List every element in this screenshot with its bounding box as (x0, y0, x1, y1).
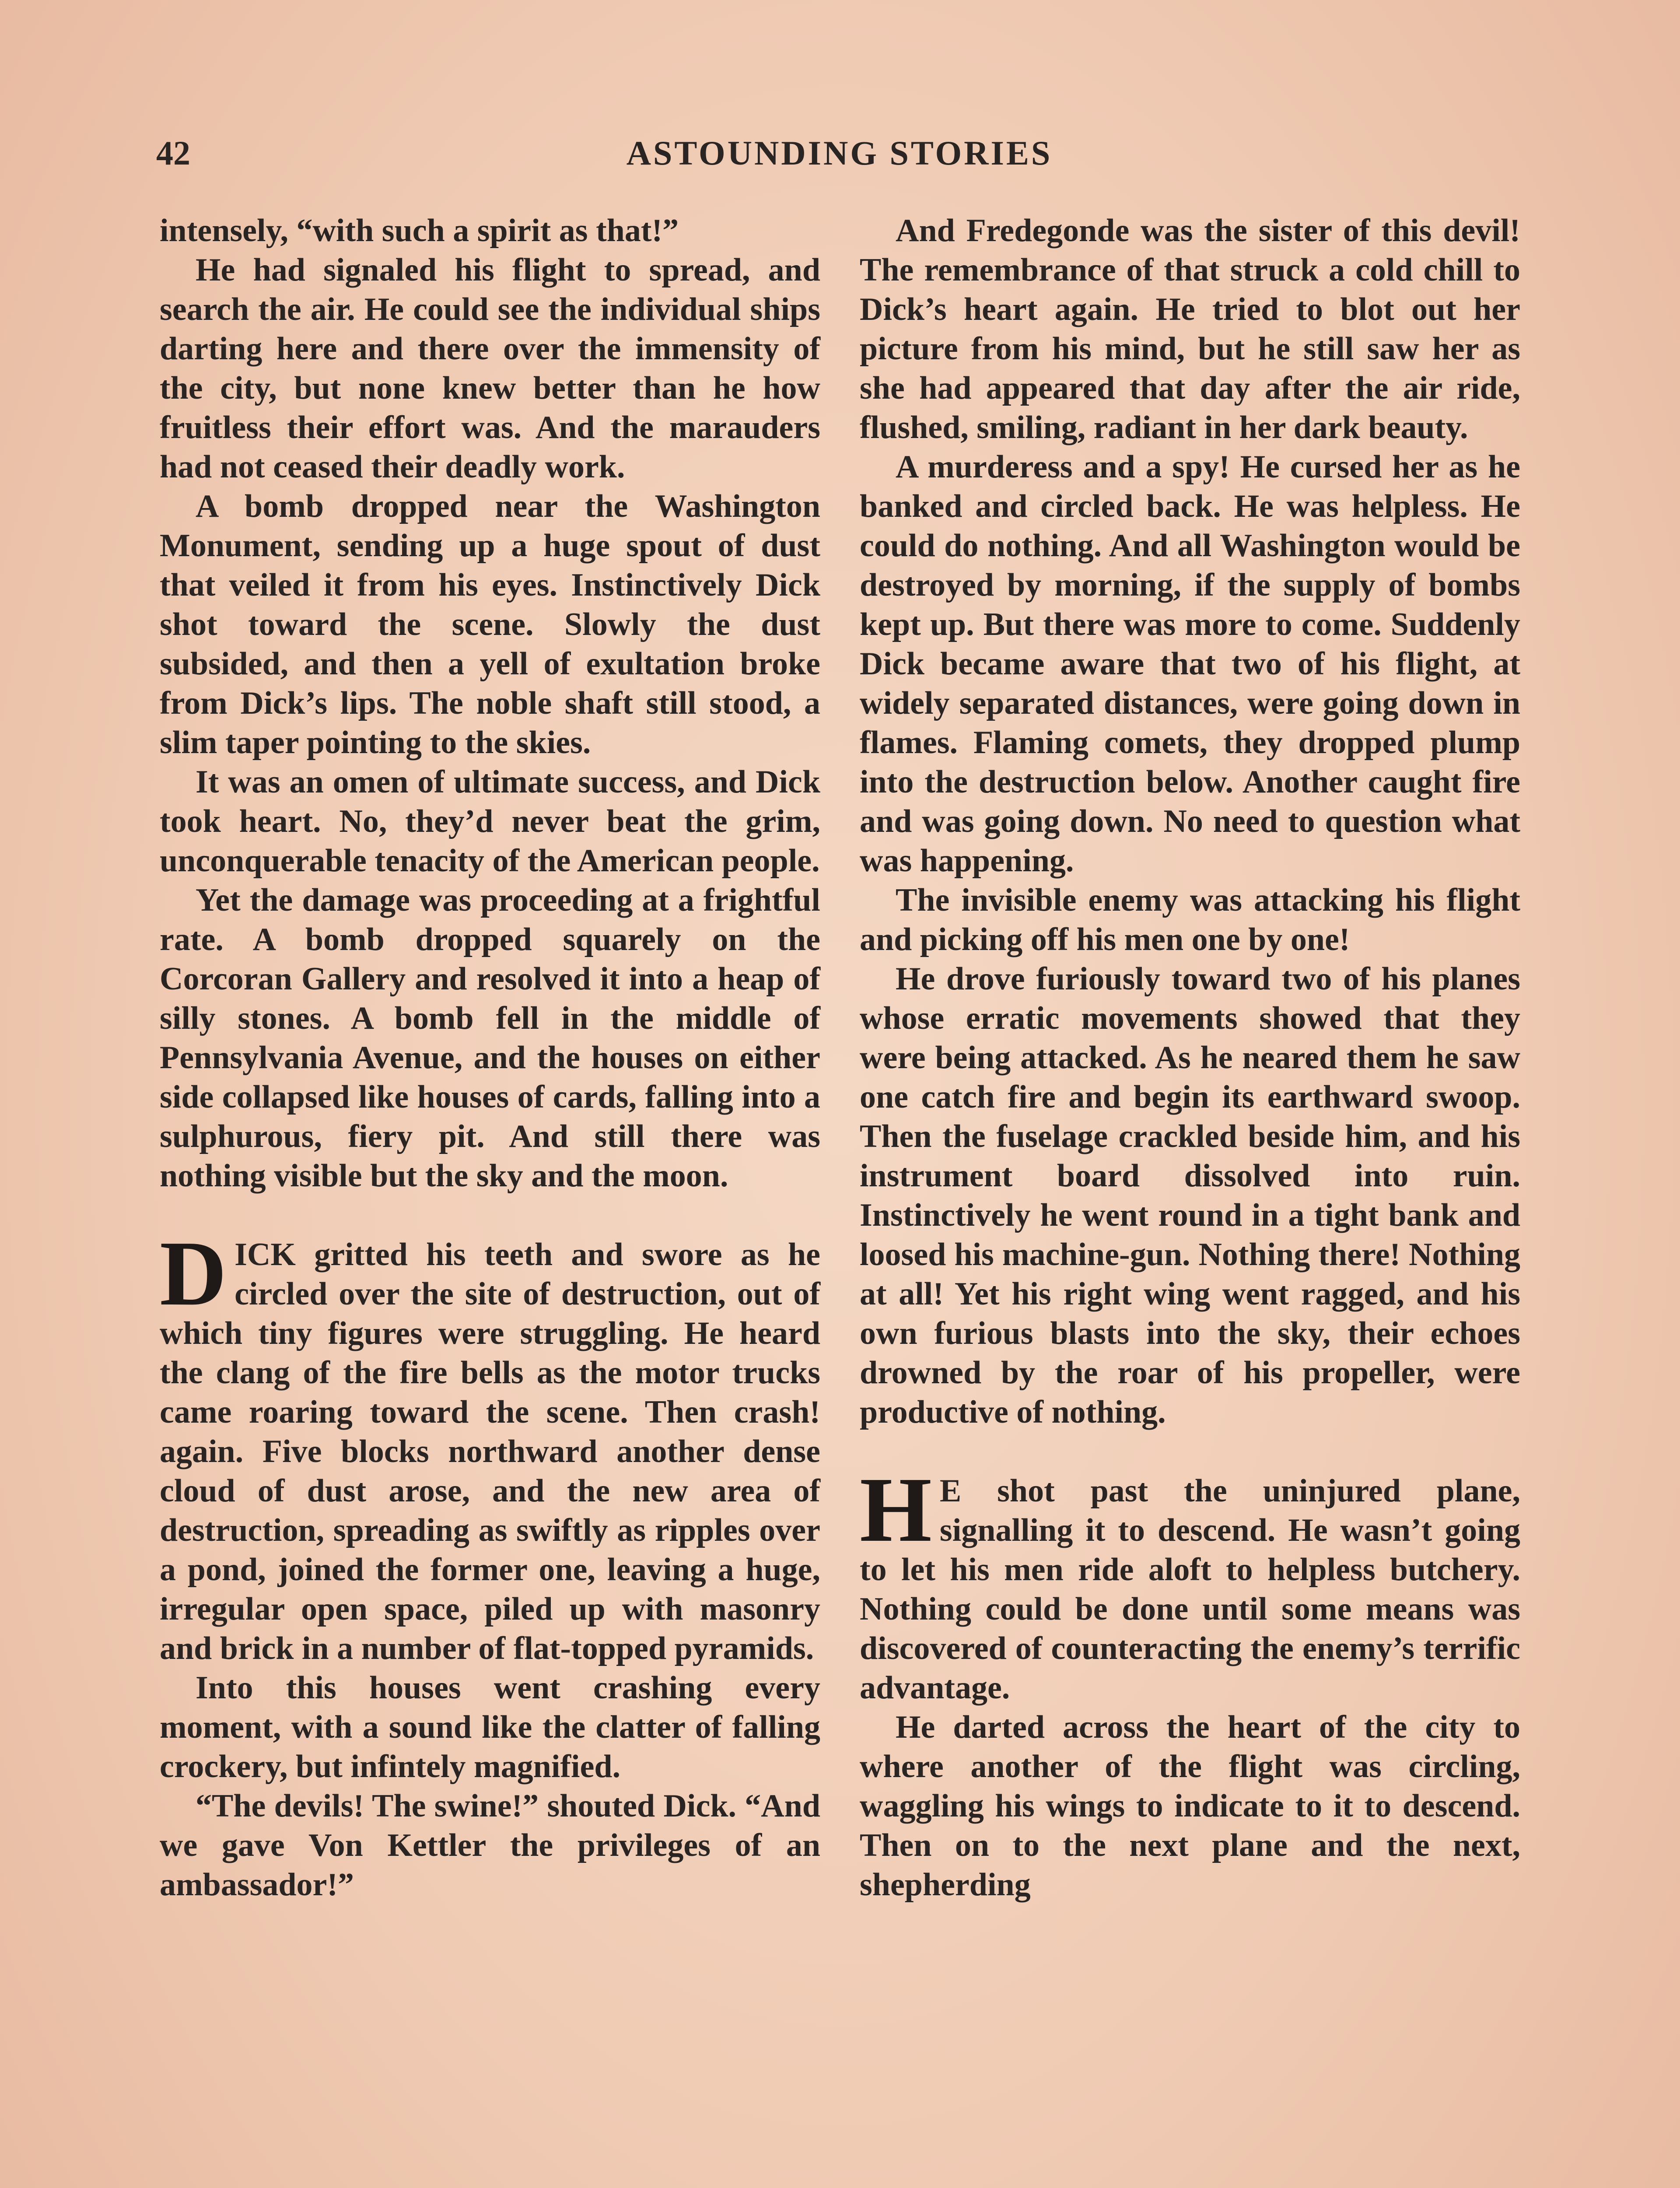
paragraph-text: ICK gritted his teeth and swore as he circled over the site of destruction, out of which tiny figures were struggling. He heard the clang of the fire bells as the motor trucks came roaring toward the scene. Then crash! again. Five blocks northward another dense cloud of dust arose, and the new area of destruction, spreading as swiftly as ripples over a pond, joined the former one, leaving a huge, irregular open space, piled up with masonry and brick in a number of flat-topped pyramids. (160, 1237, 820, 1666)
paragraph: The invisible enemy was attacking his flight and picking off his men one by one! (860, 882, 1520, 957)
paragraph: It was an omen of ultimate success, and Dick took heart. No, they’d never beat the grim, unconquerable tenacity of the American people. (160, 764, 820, 879)
drop-cap: D (160, 1222, 227, 1325)
paragraph: He had signaled his flight to spread, and search the air. He could see the individual ships darting here and there over the immensity of the city, but none knew better than he how fruitless their effort was. And the marauders had not ceased their deadly work. (160, 252, 820, 485)
paragraph: He darted across the heart of the city to where another of the flight was circling, waggling his wings to indicate to it to descend. Then on to the next plane and the next, shepherding (860, 1709, 1520, 1903)
paragraph: Yet the damage was proceeding at a frightful rate. A bomb dropped squarely on the Corcoran Gallery and resolved it into a heap of silly stones. A bomb fell in the middle of Pennsylvania Avenue, and the houses on either side collapsed like houses of cards, falling into a sulphurous, fiery pit. And still there was nothing visible but the sky and the moon. (160, 882, 820, 1194)
dropcap-paragraph (160, 1222, 820, 1668)
paragraph: “The devils! The swine!” shouted Dick. “And we gave Von Kettler the privileges of an ambassador!” (160, 1788, 820, 1903)
page-header (156, 131, 1522, 179)
paragraph: Into this houses went crashing every moment, with a sound like the clatter of falling crockery, but infintely magnified. (160, 1670, 820, 1785)
paragraph: intensely, “with such a spirit as that!” (160, 213, 679, 249)
page-number: 42 (156, 134, 190, 172)
paragraph: A murderess and a spy! He cursed her as he banked and circled back. He was helpless. He could do nothing. And all Washington would be destroyed by morning, if the supply of bombs kept up. But there was more to come. Suddenly Dick became aware that two of his flight, at widely separated distances, were going down in flames. Flaming comets, they dropped plump into the destruction below. Another caught fire and was going down. No need to question what was happening. (860, 449, 1520, 879)
paragraph: He drove furiously toward two of his planes whose erratic movements showed that they were being attacked. As he neared them he saw one catch fire and begin its earthward swoop. Then the fuselage crackled beside him, and his instrument board dissolved into ruin. Instinctively he went round in a tight bank and loosed his machine-gun. Nothing there! Nothing at all! Yet his right wing went ragged, and his own furious blasts into the sky, their echoes drowned by the roar of his propeller, were productive of nothing. (860, 961, 1520, 1430)
paragraph-text: E shot past the uninjured plane, signalling it to descend. He wasn’t going to let his men ride aloft to helpless butchery. Nothing could be done until some means was discovered of counteracting the enemy’s terrific advantage. (860, 1473, 1520, 1706)
left-column (160, 211, 820, 1904)
running-head: ASTOUNDING STORIES (626, 134, 1053, 172)
paragraph: A bomb dropped near the Washington Monument, sending up a huge spout of dust that veiled it from his eyes. Instinctively Dick shot toward the scene. Slowly the dust subsided, and then a yell of exultation broke from Dick’s lips. The noble shaft still stood, a slim taper pointing to the skies. (160, 488, 820, 761)
paragraph: And Fredegonde was the sister of this devil! The remembrance of that struck a cold chill to Dick’s heart again. He tried to blot out her picture from his mind, but he still saw her as she had appeared that day after the air ride, flushed, smiling, radiant in her dark beauty. (860, 213, 1520, 445)
dropcap-paragraph (860, 1458, 1520, 1708)
right-column (860, 211, 1520, 1904)
drop-cap: H (860, 1458, 932, 1561)
